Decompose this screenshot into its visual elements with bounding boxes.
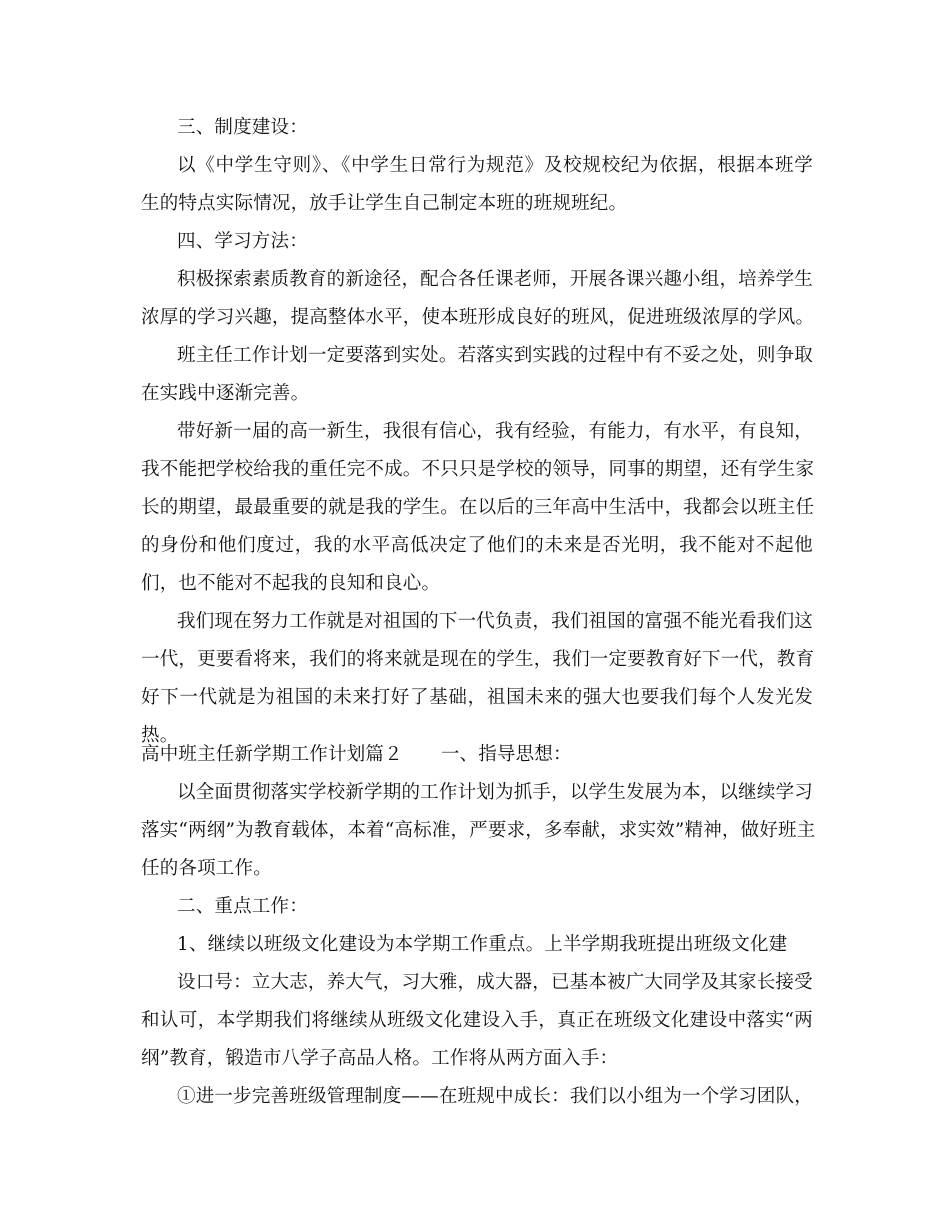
paragraph-line: 纲”教育，锻造市八学子高品人格。工作将从两方面入手： bbox=[141, 1048, 619, 1069]
heading-key-work: 二、重点工作： bbox=[177, 896, 308, 917]
paragraph-line: 好下一代就是为祖国的未来打好了基础，祖国未来的强大也要我们每个人发光发 bbox=[141, 687, 813, 708]
section-title: 高中班主任新学期工作计划篇２ bbox=[141, 744, 403, 765]
heading-study-method: 四、学习方法： bbox=[177, 231, 308, 252]
paragraph-line: 我不能把学校给我的重任完不成。不只只是学校的领导，同事的期望，还有学生家 bbox=[141, 459, 815, 480]
paragraph-line: 长的期望，最最重要的就是我的学生。在以后的三年高中生活中，我都会以班主任 bbox=[141, 497, 815, 518]
heading-guiding-ideology: 一、指导思想： bbox=[440, 744, 572, 765]
paragraph-line: 以全面贯彻落实学校新学期的工作计划为抓手，以学生发展为本，以继续学习 bbox=[177, 782, 813, 803]
paragraph-line: 一代，更要看将来，我们的将来就是现在的学生，我们一定要教育好下一代，教育 bbox=[141, 649, 815, 670]
paragraph-line: 和认可，本学期我们将继续从班级文化建设入手，真正在班级文化建设中落实“两 bbox=[141, 1010, 813, 1031]
paragraph-line: 们，也不能对不起我的良知和良心。 bbox=[141, 573, 441, 594]
paragraph-line: 积极探索素质教育的新途径，配合各任课老师，开展各课兴趣小组，培养学生 bbox=[177, 269, 813, 290]
paragraph-line: 1、继续以班级文化建设为本学期工作重点。上半学期我班提出班级文化建 bbox=[177, 934, 788, 955]
paragraph-line: 设口号：立大志，养大气，习大雅，成大器，已基本被广大同学及其家长接受 bbox=[177, 972, 813, 993]
paragraph-line: 带好新一届的高一新生，我很有信心，我有经验，有能力，有水平，有良知， bbox=[177, 421, 813, 442]
heading-system-building: 三、制度建设： bbox=[177, 117, 308, 138]
paragraph-line: 我们现在努力工作就是对祖国的下一代负责，我们祖国的富强不能光看我们这 bbox=[177, 611, 813, 632]
paragraph-line: 班主任工作计划一定要落到实处。若落实到实践的过程中有不妥之处，则争取 bbox=[177, 345, 813, 366]
paragraph-line: 的身份和他们度过，我的水平高低决定了他们的未来是否光明，我不能对不起他 bbox=[141, 535, 813, 556]
paragraph-line: 热。 bbox=[141, 725, 179, 746]
paragraph-line: 任的各项工作。 bbox=[141, 858, 272, 879]
paragraph-line: ①进一步完善班级管理制度——在班规中成长：我们以小组为一个学习团队， bbox=[177, 1086, 813, 1107]
paragraph-line: 以《中学生守则》、《中学生日常行为规范》及校规校纪为依据，根据本班学 bbox=[177, 155, 813, 176]
paragraph-line: 落实“两纲”为教育载体，本着“高标准，严要求，多奉献，求实效”精神，做好班主 bbox=[141, 820, 816, 841]
paragraph-line: 在实践中逐渐完善。 bbox=[141, 383, 310, 404]
paragraph-line: 生的特点实际情况，放手让学生自己制定本班的班规班纪。 bbox=[141, 193, 628, 214]
section-title-line bbox=[141, 737, 572, 773]
paragraph-line: 浓厚的学习兴趣，提高整体水平，使本班形成良好的班风，促进班级浓厚的学风。 bbox=[141, 307, 815, 328]
